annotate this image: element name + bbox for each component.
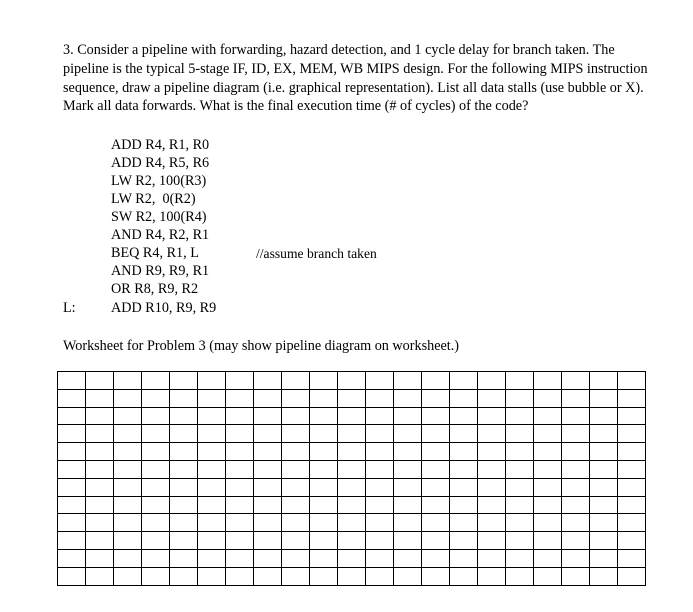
worksheet-cell — [226, 407, 254, 425]
worksheet-cell — [618, 407, 646, 425]
worksheet-cell — [170, 443, 198, 461]
worksheet-cell — [422, 567, 450, 585]
worksheet-cell — [534, 567, 562, 585]
worksheet-cell — [590, 532, 618, 550]
worksheet-cell — [450, 496, 478, 514]
worksheet-cell — [506, 389, 534, 407]
worksheet-cell — [534, 478, 562, 496]
worksheet-cell — [366, 478, 394, 496]
instruction-line: ADD R4, R5, R6 — [111, 155, 210, 171]
worksheet-cell — [562, 514, 590, 532]
worksheet-row — [58, 425, 646, 443]
worksheet-cell — [534, 496, 562, 514]
worksheet-cell — [506, 567, 534, 585]
worksheet-cell — [618, 532, 646, 550]
worksheet-cell — [142, 407, 170, 425]
worksheet-row — [58, 532, 646, 550]
worksheet-cell — [310, 460, 338, 478]
worksheet-cell — [534, 425, 562, 443]
worksheet-cell — [366, 407, 394, 425]
worksheet-cell — [198, 425, 226, 443]
worksheet-cell — [142, 372, 170, 390]
worksheet-row — [58, 389, 646, 407]
worksheet-cell — [506, 443, 534, 461]
worksheet-cell — [170, 372, 198, 390]
worksheet-cell — [450, 567, 478, 585]
worksheet-cell — [254, 389, 282, 407]
worksheet-cell — [114, 372, 142, 390]
worksheet-cell — [394, 425, 422, 443]
worksheet-cell — [58, 549, 86, 567]
worksheet-cell — [562, 567, 590, 585]
worksheet-cell — [478, 372, 506, 390]
worksheet-cell — [58, 532, 86, 550]
worksheet-cell — [58, 389, 86, 407]
worksheet-cell — [394, 407, 422, 425]
worksheet-cell — [114, 496, 142, 514]
worksheet-cell — [534, 549, 562, 567]
worksheet-cell — [366, 389, 394, 407]
worksheet-cell — [506, 407, 534, 425]
worksheet-cell — [450, 460, 478, 478]
worksheet-cell — [478, 443, 506, 461]
worksheet-cell — [562, 478, 590, 496]
instruction-line: LW R2, 100(R3) — [111, 173, 207, 189]
worksheet-cell — [86, 389, 114, 407]
worksheet-cell — [142, 514, 170, 532]
worksheet-cell — [450, 443, 478, 461]
worksheet-cell — [590, 425, 618, 443]
worksheet-cell — [310, 407, 338, 425]
worksheet-cell — [478, 514, 506, 532]
worksheet-cell — [142, 478, 170, 496]
worksheet-cell — [86, 407, 114, 425]
worksheet-cell — [86, 372, 114, 390]
worksheet-cell — [562, 460, 590, 478]
worksheet-cell — [422, 443, 450, 461]
worksheet-cell — [58, 478, 86, 496]
worksheet-cell — [142, 532, 170, 550]
worksheet-cell — [478, 407, 506, 425]
worksheet-cell — [198, 460, 226, 478]
worksheet-cell — [618, 460, 646, 478]
worksheet-cell — [282, 567, 310, 585]
worksheet-cell — [86, 425, 114, 443]
worksheet-cell — [338, 425, 366, 443]
instruction-line: ADD R10, R9, R9 — [111, 300, 217, 316]
worksheet-cell — [170, 389, 198, 407]
worksheet-cell — [338, 460, 366, 478]
worksheet-cell — [422, 514, 450, 532]
instruction-line: OR R8, R9, R2 — [111, 281, 199, 297]
worksheet-cell — [534, 443, 562, 461]
worksheet-row — [58, 514, 646, 532]
worksheet-cell — [282, 549, 310, 567]
worksheet-cell — [254, 567, 282, 585]
worksheet-cell — [506, 460, 534, 478]
worksheet-cell — [114, 549, 142, 567]
worksheet-cell — [478, 478, 506, 496]
instruction-line: ADD R4, R1, R0 — [111, 137, 210, 153]
worksheet-cell — [114, 532, 142, 550]
worksheet-cell — [226, 389, 254, 407]
worksheet-title: Worksheet for Problem 3 (may show pipeline diagram on worksheet.) — [63, 338, 460, 354]
worksheet-cell — [366, 460, 394, 478]
worksheet-cell — [478, 532, 506, 550]
worksheet-cell — [422, 407, 450, 425]
worksheet-cell — [562, 443, 590, 461]
worksheet-cell — [478, 425, 506, 443]
worksheet-cell — [86, 496, 114, 514]
worksheet-cell — [114, 425, 142, 443]
worksheet-row — [58, 407, 646, 425]
worksheet-cell — [338, 514, 366, 532]
worksheet-cell — [198, 407, 226, 425]
worksheet-cell — [562, 496, 590, 514]
worksheet-cell — [618, 478, 646, 496]
worksheet-cell — [422, 532, 450, 550]
worksheet-cell — [534, 514, 562, 532]
worksheet-cell — [198, 532, 226, 550]
worksheet-cell — [254, 549, 282, 567]
worksheet-cell — [506, 425, 534, 443]
worksheet-cell — [366, 496, 394, 514]
worksheet-cell — [86, 532, 114, 550]
worksheet-cell — [590, 496, 618, 514]
worksheet-cell — [86, 443, 114, 461]
worksheet-cell — [226, 532, 254, 550]
worksheet-cell — [478, 496, 506, 514]
worksheet-cell — [86, 514, 114, 532]
worksheet-cell — [170, 478, 198, 496]
worksheet-cell — [142, 549, 170, 567]
worksheet-cell — [58, 514, 86, 532]
worksheet-cell — [142, 496, 170, 514]
worksheet-row — [58, 549, 646, 567]
worksheet-cell — [506, 532, 534, 550]
worksheet-cell — [58, 443, 86, 461]
question-text: 3. Consider a pipeline with forwarding, hazard detection, and 1 cycle delay for branch taken. The pipeline is the typical 5-stage IF, ID, EX, MEM, WB MIPS design. For the following MIPS instruction sequence, draw a pipeline diagram (i.e. graphical representation). List all data stalls (use bubble or X). Mark all data forwards. What is the final execution time (# of cycles) of the code? — [63, 42, 648, 115]
worksheet-row — [58, 372, 646, 390]
worksheet-cell — [422, 425, 450, 443]
worksheet-cell — [590, 567, 618, 585]
worksheet-cell — [198, 496, 226, 514]
worksheet-cell — [506, 372, 534, 390]
worksheet-cell — [450, 549, 478, 567]
worksheet-cell — [562, 389, 590, 407]
instruction-line: AND R4, R2, R1 — [111, 227, 210, 243]
worksheet-cell — [338, 407, 366, 425]
worksheet-cell — [254, 407, 282, 425]
worksheet-cell — [422, 372, 450, 390]
worksheet-cell — [142, 460, 170, 478]
worksheet-cell — [226, 549, 254, 567]
worksheet-cell — [394, 514, 422, 532]
worksheet-cell — [226, 425, 254, 443]
worksheet-cell — [562, 425, 590, 443]
worksheet-cell — [114, 389, 142, 407]
worksheet-cell — [562, 549, 590, 567]
worksheet-cell — [394, 496, 422, 514]
worksheet-cell — [534, 372, 562, 390]
worksheet-cell — [86, 549, 114, 567]
worksheet-cell — [618, 549, 646, 567]
worksheet-cell — [142, 389, 170, 407]
worksheet-cell — [562, 532, 590, 550]
worksheet-cell — [366, 443, 394, 461]
worksheet-cell — [394, 567, 422, 585]
worksheet-cell — [58, 496, 86, 514]
worksheet-cell — [562, 372, 590, 390]
worksheet-cell — [338, 496, 366, 514]
worksheet-cell — [282, 478, 310, 496]
worksheet-cell — [338, 389, 366, 407]
worksheet-cell — [450, 372, 478, 390]
worksheet-cell — [114, 460, 142, 478]
branch-target-label: L: — [63, 300, 76, 316]
branch-comment: //assume branch taken — [256, 246, 377, 261]
worksheet-cell — [254, 460, 282, 478]
worksheet-cell — [310, 443, 338, 461]
worksheet-cell — [590, 407, 618, 425]
worksheet-cell — [590, 389, 618, 407]
worksheet-cell — [478, 389, 506, 407]
instruction-line: LW R2, 0(R2) — [111, 191, 196, 207]
worksheet-cell — [170, 549, 198, 567]
worksheet-cell — [394, 460, 422, 478]
worksheet-cell — [366, 514, 394, 532]
worksheet-cell — [254, 496, 282, 514]
worksheet-cell — [450, 389, 478, 407]
worksheet-cell — [170, 496, 198, 514]
worksheet-cell — [590, 443, 618, 461]
worksheet-cell — [142, 425, 170, 443]
worksheet-cell — [310, 496, 338, 514]
worksheet-row — [58, 443, 646, 461]
worksheet-cell — [282, 389, 310, 407]
worksheet-cell — [366, 425, 394, 443]
worksheet-cell — [450, 514, 478, 532]
worksheet-cell — [394, 532, 422, 550]
worksheet-cell — [366, 532, 394, 550]
worksheet-cell — [114, 514, 142, 532]
worksheet-cell — [618, 514, 646, 532]
worksheet-row — [58, 478, 646, 496]
worksheet-cell — [450, 407, 478, 425]
worksheet-cell — [478, 567, 506, 585]
worksheet-cell — [310, 549, 338, 567]
worksheet-cell — [170, 460, 198, 478]
worksheet-cell — [590, 514, 618, 532]
worksheet-cell — [590, 372, 618, 390]
worksheet-cell — [478, 549, 506, 567]
worksheet-cell — [534, 532, 562, 550]
worksheet-cell — [310, 478, 338, 496]
worksheet-cell — [226, 567, 254, 585]
worksheet-cell — [114, 478, 142, 496]
worksheet-cell — [310, 514, 338, 532]
worksheet-cell — [282, 514, 310, 532]
worksheet-cell — [338, 549, 366, 567]
worksheet-cell — [170, 567, 198, 585]
worksheet-cell — [394, 443, 422, 461]
worksheet-cell — [450, 425, 478, 443]
worksheet-cell — [618, 443, 646, 461]
worksheet-cell — [198, 443, 226, 461]
worksheet-cell — [394, 389, 422, 407]
worksheet-cell — [254, 478, 282, 496]
worksheet-cell — [86, 567, 114, 585]
worksheet-cell — [282, 425, 310, 443]
worksheet-cell — [170, 407, 198, 425]
worksheet-cell — [310, 567, 338, 585]
worksheet-cell — [254, 514, 282, 532]
worksheet-cell — [590, 460, 618, 478]
worksheet-cell — [198, 478, 226, 496]
worksheet-cell — [366, 372, 394, 390]
worksheet-cell — [506, 478, 534, 496]
worksheet-row — [58, 460, 646, 478]
worksheet-cell — [282, 407, 310, 425]
worksheet-cell — [478, 460, 506, 478]
worksheet-cell — [366, 567, 394, 585]
worksheet-cell — [310, 372, 338, 390]
worksheet-cell — [226, 372, 254, 390]
worksheet-row — [58, 567, 646, 585]
worksheet-cell — [254, 532, 282, 550]
worksheet-cell — [142, 567, 170, 585]
worksheet-cell — [618, 372, 646, 390]
worksheet-cell — [226, 443, 254, 461]
worksheet-cell — [254, 372, 282, 390]
instruction-line: BEQ R4, R1, L — [111, 245, 199, 261]
worksheet-cell — [338, 443, 366, 461]
worksheet-cell — [142, 443, 170, 461]
worksheet-cell — [198, 389, 226, 407]
worksheet-cell — [114, 407, 142, 425]
worksheet-cell — [114, 567, 142, 585]
worksheet-cell — [590, 549, 618, 567]
worksheet-cell — [562, 407, 590, 425]
worksheet-cell — [338, 372, 366, 390]
worksheet-cell — [254, 443, 282, 461]
worksheet-cell — [282, 496, 310, 514]
worksheet-cell — [58, 425, 86, 443]
worksheet-cell — [422, 389, 450, 407]
worksheet-cell — [506, 496, 534, 514]
worksheet-cell — [282, 372, 310, 390]
worksheet-cell — [422, 549, 450, 567]
worksheet-cell — [58, 460, 86, 478]
worksheet-cell — [394, 549, 422, 567]
worksheet-grid — [57, 371, 646, 586]
worksheet-cell — [338, 567, 366, 585]
worksheet-cell — [366, 549, 394, 567]
worksheet-cell — [422, 478, 450, 496]
worksheet-cell — [506, 514, 534, 532]
worksheet-cell — [534, 389, 562, 407]
worksheet-cell — [226, 460, 254, 478]
worksheet-cell — [86, 460, 114, 478]
worksheet-cell — [506, 549, 534, 567]
worksheet-cell — [450, 532, 478, 550]
worksheet-cell — [58, 407, 86, 425]
worksheet-cell — [170, 532, 198, 550]
worksheet-cell — [282, 443, 310, 461]
worksheet-cell — [170, 425, 198, 443]
worksheet-cell — [226, 478, 254, 496]
instruction-line: SW R2, 100(R4) — [111, 209, 207, 225]
worksheet-cell — [422, 460, 450, 478]
worksheet-cell — [226, 496, 254, 514]
worksheet-cell — [310, 389, 338, 407]
worksheet-cell — [114, 443, 142, 461]
worksheet-cell — [618, 567, 646, 585]
worksheet-cell — [198, 567, 226, 585]
worksheet-cell — [618, 496, 646, 514]
worksheet-cell — [198, 514, 226, 532]
worksheet-cell — [394, 478, 422, 496]
worksheet-cell — [338, 532, 366, 550]
worksheet-cell — [170, 514, 198, 532]
worksheet-cell — [310, 425, 338, 443]
worksheet-row — [58, 496, 646, 514]
worksheet-cell — [282, 460, 310, 478]
worksheet-cell — [198, 549, 226, 567]
worksheet-cell — [450, 478, 478, 496]
worksheet-cell — [310, 532, 338, 550]
worksheet-cell — [254, 425, 282, 443]
worksheet-cell — [58, 372, 86, 390]
worksheet-cell — [534, 460, 562, 478]
worksheet-cell — [226, 514, 254, 532]
worksheet-cell — [198, 372, 226, 390]
worksheet-cell — [282, 532, 310, 550]
worksheet-cell — [338, 478, 366, 496]
worksheet-cell — [618, 425, 646, 443]
worksheet-cell — [422, 496, 450, 514]
worksheet-cell — [58, 567, 86, 585]
worksheet-cell — [618, 389, 646, 407]
worksheet-cell — [534, 407, 562, 425]
worksheet-cell — [394, 372, 422, 390]
worksheet-cell — [86, 478, 114, 496]
worksheet-cell — [590, 478, 618, 496]
instruction-line: AND R9, R9, R1 — [111, 263, 210, 279]
